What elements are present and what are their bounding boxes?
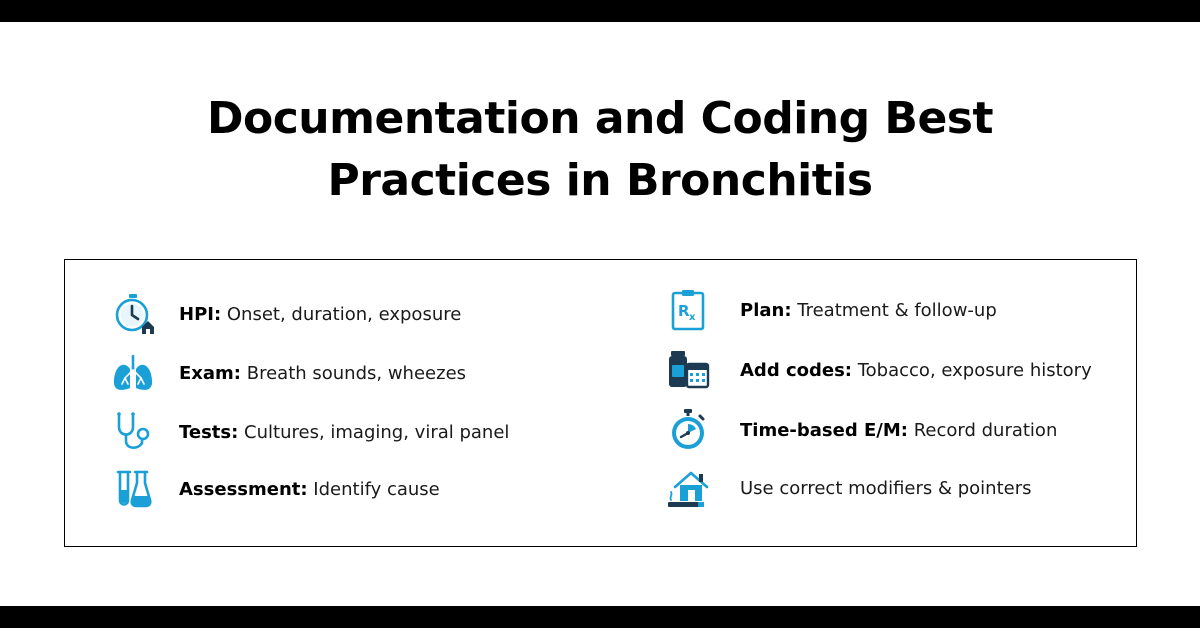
- plan-description: Treatment & follow-up: [791, 299, 997, 321]
- list-item-plan: [65, 288, 1135, 332]
- tests-description: Cultures, imaging, viral panel: [238, 421, 510, 443]
- list-item-modifiers: [65, 466, 1135, 510]
- exam-label: Exam:: [179, 362, 242, 384]
- list-item-add-codes: [65, 348, 1135, 392]
- title-line-1: Documentation and Coding Best: [206, 93, 994, 144]
- time-based-em-text: [740, 420, 1057, 441]
- modifiers-description: Use correct modifiers & pointers: [740, 477, 1032, 499]
- tests-label: Tests:: [179, 421, 239, 443]
- list-item-time-based-em: [65, 408, 1135, 452]
- bottom-border-bar: [0, 606, 1200, 628]
- hpi-label: HPI:: [179, 303, 222, 325]
- best-practices-panel: [64, 259, 1137, 547]
- prescription-icon: [665, 287, 711, 333]
- assessment-label: Assessment:: [179, 478, 308, 500]
- exam-description: Breath sounds, wheezes: [241, 362, 467, 384]
- plan-text: [740, 300, 997, 321]
- assessment-description: Identify cause: [307, 478, 440, 500]
- medicine-calendar-icon: [665, 347, 711, 393]
- svg-text:R: R: [678, 302, 690, 320]
- top-border-bar: [0, 0, 1200, 22]
- house-cigarette-icon: [665, 465, 711, 511]
- title-line-2: Practices in Bronchitis: [327, 155, 873, 206]
- add-codes-text: [740, 360, 1092, 381]
- page-title: [0, 88, 1200, 212]
- modifiers-text: [740, 478, 1032, 499]
- time-based-em-description: Record duration: [907, 419, 1058, 441]
- svg-text:x: x: [689, 312, 696, 323]
- time-based-em-label: Time-based E/M:: [740, 419, 908, 441]
- add-codes-description: Tobacco, exposure history: [852, 359, 1092, 381]
- add-codes-label: Add codes:: [740, 359, 853, 381]
- hpi-description: Onset, duration, exposure: [221, 303, 462, 325]
- stopwatch-icon: [665, 407, 711, 453]
- plan-label: Plan:: [740, 299, 792, 321]
